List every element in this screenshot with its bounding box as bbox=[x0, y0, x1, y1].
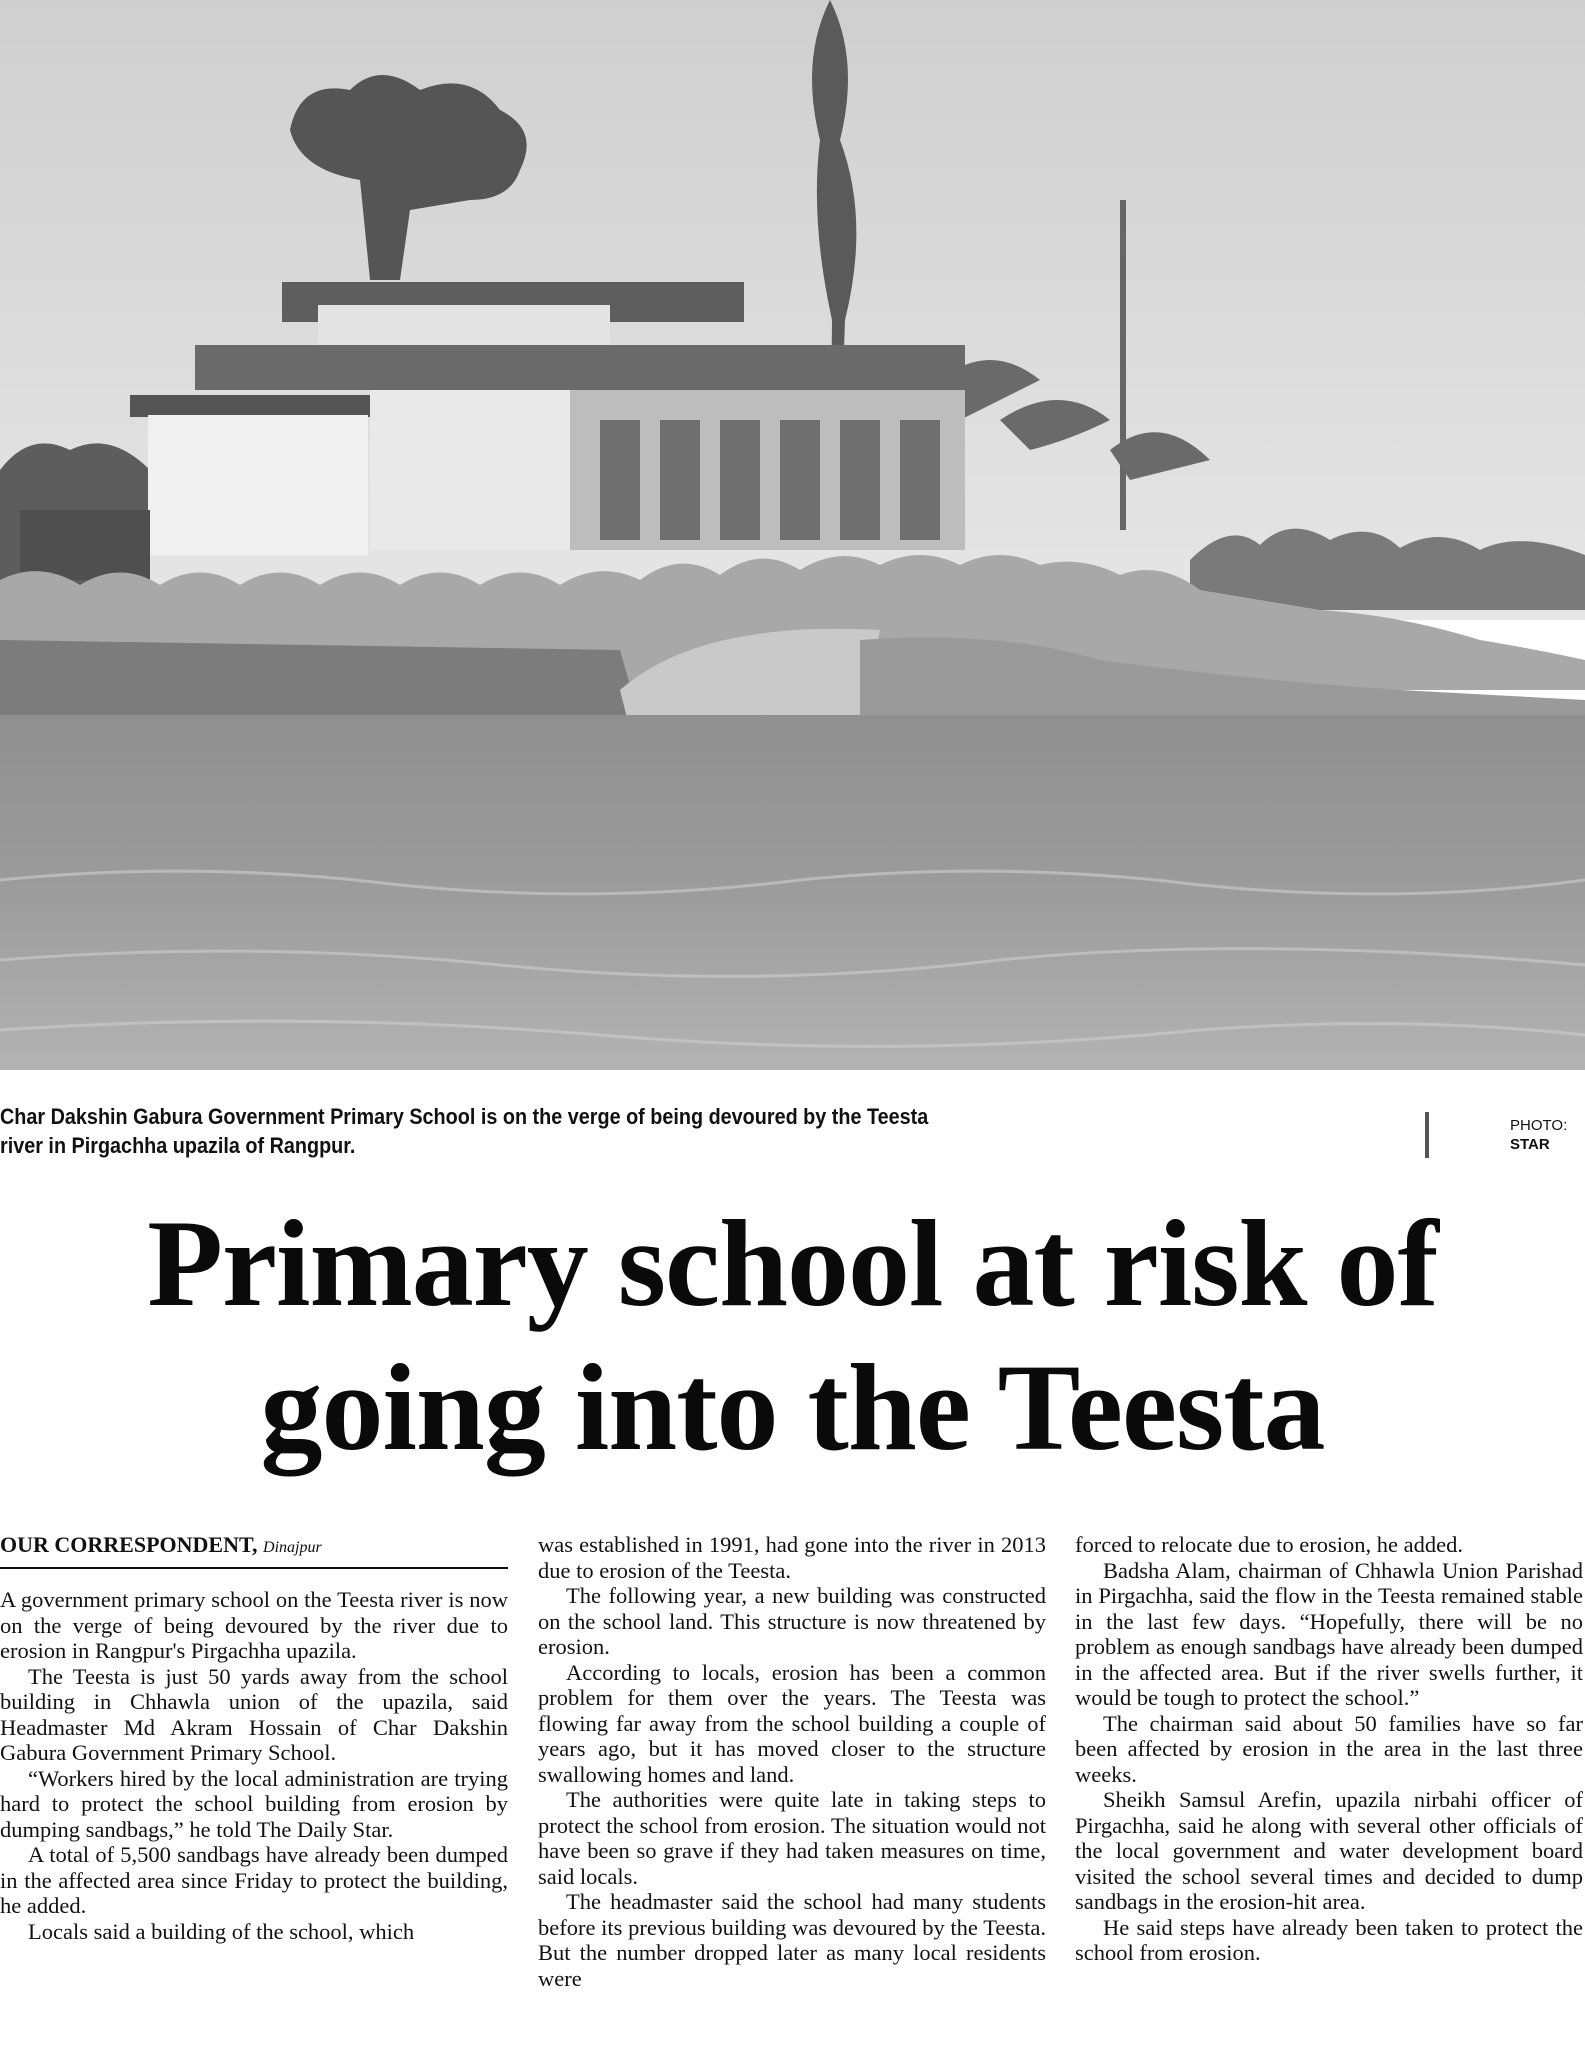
photo-credit-source: STAR bbox=[1510, 1136, 1550, 1153]
article-headline bbox=[0, 1192, 1585, 1480]
paragraph: was established in 1991, had gone into the river in 2013 due to erosion of the Teesta. bbox=[538, 1532, 1046, 1583]
hut bbox=[20, 510, 150, 580]
paragraph: The Teesta is just 50 yards away from the school building in Chhawla union of the upazila, said Headmaster Md Akram Hossain of Char Dakshin Gabura Government Primary School. bbox=[0, 1663, 508, 1765]
byline bbox=[0, 1532, 508, 1569]
building-roof-mid bbox=[195, 345, 965, 390]
credit-divider bbox=[1425, 1112, 1429, 1158]
paragraph: He said steps have already been taken to protect the school from erosion. bbox=[1075, 1914, 1583, 1965]
photo-credit bbox=[1510, 1116, 1567, 1154]
paragraph: Badsha Alam, chairman of Chhawla Union Parishad in Pirgachha, said the flow in the Teesta remained stable in the last few days. “Hopefully, there will be no problem as enough sandbags have already been dumped in the affected area. But if the river swells further, it would be tough to protect the school.” bbox=[1075, 1557, 1583, 1710]
article-column-3 bbox=[1075, 1532, 1583, 1966]
building-front-wall bbox=[370, 390, 570, 550]
annex-roof bbox=[130, 395, 370, 417]
byline-place: Dinajpur bbox=[263, 1539, 322, 1556]
paragraph: The headmaster said the school had many students before its previous building was devoured by the Teesta. But the number dropped later as many local residents were bbox=[538, 1889, 1046, 1991]
headline-line-2: going into the Teesta bbox=[260, 1339, 1325, 1476]
paragraph: The authorities were quite late in taking steps to protect the school from erosion. The situation would not have been so grave if they had taken measures on time, said locals. bbox=[538, 1787, 1046, 1889]
headline-line-1: Primary school at risk of bbox=[147, 1195, 1438, 1332]
paragraph: According to locals, erosion has been a common problem for them over the years. The Teesta was flowing far away from the school building a couple of years ago, but it has moved closer to the structure swallowing homes and land. bbox=[538, 1659, 1046, 1787]
eroded-bank bbox=[0, 640, 640, 720]
article-column-2 bbox=[538, 1532, 1046, 1991]
paragraph: forced to relocate due to erosion, he added. bbox=[1075, 1532, 1463, 1557]
paragraph: A government primary school on the Teesta river is now on the verge of being devoured by the river due to erosion in Rangpur's Pirgachha upazila. bbox=[0, 1587, 508, 1663]
paragraph: The following year, a new building was constructed on the school land. This structure is now threatened by erosion. bbox=[538, 1583, 1046, 1659]
paragraph: Sheikh Samsul Arefin, upazila nirbahi officer of Pirgachha, said he along with several other officials of the local government and water development board visited the school several times and decided to dump sandbags in the erosion-hit area. bbox=[1075, 1787, 1583, 1914]
byline-name: OUR CORRESPONDENT, bbox=[0, 1532, 258, 1557]
photo-caption: Char Dakshin Gabura Government Primary School is on the verge of being devoured by the Teesta river in Pirgachha upazila of Rangpur. bbox=[0, 1104, 929, 1158]
paragraph: A total of 5,500 sandbags have already been dumped in the affected area since Friday to protect the building, he added. bbox=[0, 1842, 508, 1918]
paragraph: The chairman said about 50 families have so far been affected by erosion in the area in the last three weeks. bbox=[1075, 1710, 1583, 1787]
article-column-1 bbox=[0, 1532, 508, 1944]
bamboo-pole bbox=[1120, 200, 1126, 530]
annex-wall bbox=[148, 415, 368, 555]
paragraph: Locals said a building of the school, which bbox=[28, 1918, 415, 1944]
photo-credit-label: PHOTO: bbox=[1510, 1117, 1568, 1134]
paragraph: “Workers hired by the local administration are trying hard to protect the school building from erosion by dumping sandbags,” he told The Daily Star. bbox=[0, 1765, 508, 1842]
